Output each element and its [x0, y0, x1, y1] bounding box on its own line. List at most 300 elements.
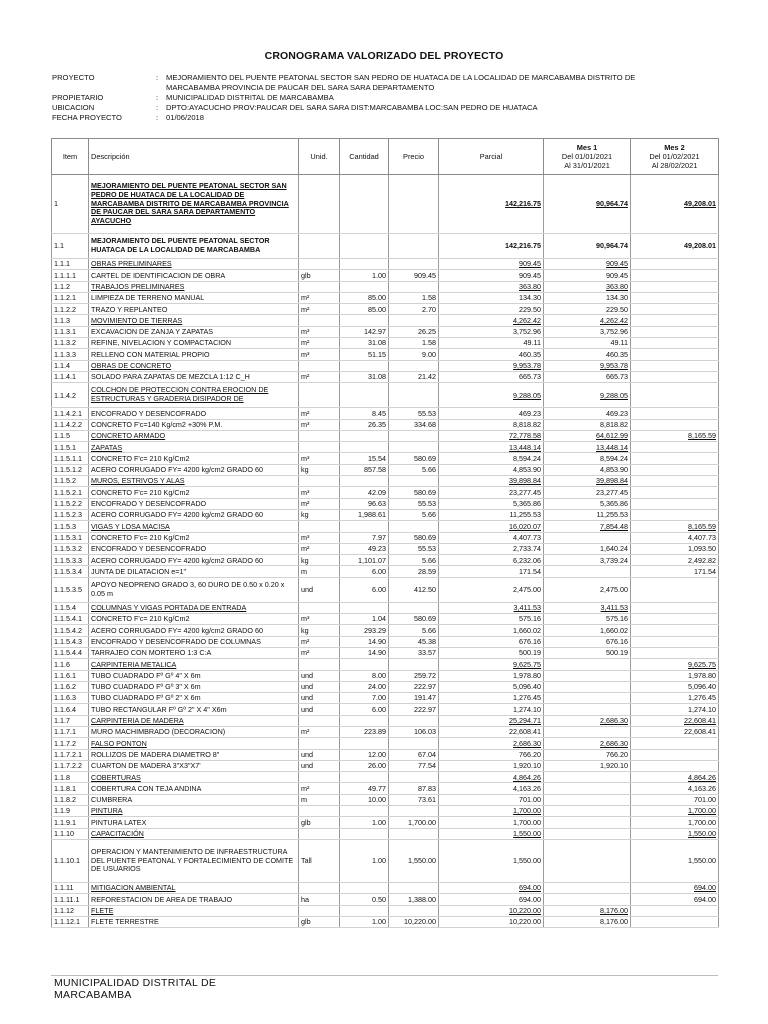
cell-month-1-text: 3,739.24 [600, 555, 628, 565]
cell-unit-text: m² [301, 372, 310, 382]
cell-quantity-text: 85.00 [368, 293, 386, 303]
cell-unit [299, 532, 340, 543]
cell-month-1-text: 64,612.99 [596, 431, 628, 441]
cell-month-1-text: 500.19 [606, 648, 628, 658]
cell-month-2 [631, 521, 719, 532]
cell-price [389, 326, 439, 337]
cell-month-2-text: 49,208.01 [684, 199, 716, 209]
cell-quantity [340, 693, 389, 704]
cell-quantity-text: 49.23 [368, 544, 386, 554]
cell-unit-text: und [301, 670, 313, 680]
cell-unit-text: m² [301, 783, 310, 793]
table-row [52, 498, 719, 509]
cell-quantity [340, 464, 389, 475]
cell-month-2 [631, 693, 719, 704]
cell-price-text: 33.57 [418, 648, 436, 658]
cell-quantity [340, 715, 389, 726]
cell-description-text: MUROS, ESTRIVOS Y ALAS [91, 476, 185, 486]
cell-unit [299, 693, 340, 704]
cell-item [52, 659, 89, 670]
cell-unit [299, 509, 340, 520]
cell-partial-text: 766.20 [519, 749, 541, 759]
cell-description [89, 304, 299, 315]
cell-price [389, 636, 439, 647]
cell-price [389, 383, 439, 408]
cell-item-text: 1.1.5.4.1 [54, 614, 82, 624]
cell-partial-text: 469.23 [519, 408, 541, 418]
cell-description [89, 498, 299, 509]
cell-item [52, 304, 89, 315]
cell-month-1 [544, 498, 631, 509]
cell-quantity [340, 543, 389, 554]
cell-partial [439, 360, 544, 371]
cell-description-text: CUMBRERA [91, 795, 133, 805]
cell-quantity [340, 647, 389, 658]
cell-month-1-text: 2,475.00 [600, 584, 628, 594]
cell-unit [299, 234, 340, 259]
cell-price-text: 5.66 [422, 625, 436, 635]
owner-value: MUNICIPALIDAD DISTRITAL DE MARCABAMBA [166, 93, 334, 102]
cell-description [89, 839, 299, 882]
cell-month-1-text: 665.73 [606, 372, 628, 382]
cell-unit [299, 670, 340, 681]
cell-unit [299, 487, 340, 498]
cell-item-text: 1.1.4.2.1 [54, 408, 82, 418]
cell-month-1 [544, 338, 631, 349]
cell-quantity-text: 26.00 [368, 761, 386, 771]
cell-price [389, 704, 439, 715]
cell-partial-text: 701.00 [519, 795, 541, 805]
location-row: UBICACION : DPTO:AYACUCHO PROV:PAUCAR DEL SARA SARA DIST:MARCABAMBA LOC:SAN PEDRO DE HUATACA [52, 103, 636, 113]
cell-price [389, 772, 439, 783]
cell-description-text: TUBO CUADRADO Fº Gº 3" X 6m [91, 682, 201, 692]
cell-month-1-text: 8,176.00 [600, 917, 628, 927]
cell-month-2 [631, 338, 719, 349]
cell-item [52, 704, 89, 715]
cell-price [389, 828, 439, 839]
cell-partial [439, 681, 544, 692]
cell-unit-text: glb [301, 270, 311, 280]
cell-month-1 [544, 894, 631, 905]
cell-partial-text: 1,700.00 [513, 806, 541, 816]
cell-month-2 [631, 360, 719, 371]
cell-partial-text: 1,550.00 [513, 856, 541, 866]
cell-month-2-text: 694.00 [694, 883, 716, 893]
table-row [52, 521, 719, 532]
cell-partial-text: 694.00 [519, 883, 541, 893]
cell-description [89, 442, 299, 453]
cell-description-text: MEJORAMIENTO DEL PUENTE PEATONAL SECTOR HUATACA DE LA LOCALIDAD DE MARCABAMBA [91, 236, 270, 254]
cell-item-text: 1.1.12.1 [54, 917, 80, 927]
cell-month-1-text: 766.20 [606, 749, 628, 759]
location-value: DPTO:AYACUCHO PROV:PAUCAR DEL SARA SARA DIST:MARCABAMBA LOC:SAN PEDRO DE HUATACA [166, 103, 538, 112]
cell-price-text: 1,550.00 [408, 856, 436, 866]
cell-month-2 [631, 419, 719, 430]
cell-item [52, 625, 89, 636]
cell-unit [299, 783, 340, 794]
cell-item-text: 1.1.11 [54, 883, 74, 893]
cell-month-2 [631, 509, 719, 520]
cell-unit-text: und [301, 761, 313, 771]
cell-month-1-text: 575.16 [606, 614, 628, 624]
cell-unit-text: kg [301, 510, 309, 520]
cell-unit-text: m² [301, 304, 310, 314]
cell-quantity-text: 857.58 [364, 465, 386, 475]
cell-quantity-text: 6.00 [372, 584, 386, 594]
cell-month-1-text: 676.16 [606, 637, 628, 646]
cell-price-text: 5.66 [422, 510, 436, 520]
cell-price-text: 5.66 [422, 555, 436, 565]
col-header-description: Descripción [89, 139, 299, 175]
cell-partial-text: 8,594.24 [513, 453, 541, 463]
cell-partial [439, 498, 544, 509]
cell-description-text: COBERTURAS [91, 772, 141, 782]
cell-quantity [340, 806, 389, 817]
cell-month-1 [544, 453, 631, 464]
cell-description-text: EXCAVACION DE ZANJA Y ZAPATAS [91, 327, 214, 337]
cell-month-2 [631, 464, 719, 475]
cell-item-text: 1.1.2.1 [54, 293, 76, 303]
cell-quantity-text: 7.97 [372, 532, 386, 542]
cell-partial [439, 304, 544, 315]
cell-quantity-text: 49.77 [368, 783, 386, 793]
cell-unit-text: m³ [301, 419, 310, 429]
date-label: FECHA PROYECTO [52, 113, 122, 122]
table-row [52, 715, 719, 726]
cell-item [52, 532, 89, 543]
cell-item-text: 1.1.7.2.1 [54, 749, 82, 759]
cell-unit [299, 419, 340, 430]
cell-month-1 [544, 476, 631, 487]
table-row [52, 760, 719, 771]
cell-unit-text: m² [301, 408, 310, 418]
col-header-price: Precio [389, 139, 439, 175]
cell-quantity [340, 772, 389, 783]
cell-item-text: 1.1.5.3.3 [54, 555, 82, 565]
table-row [52, 577, 719, 602]
cell-item [52, 442, 89, 453]
cell-price-text: 55.53 [418, 499, 436, 509]
cell-description [89, 704, 299, 715]
cell-quantity [340, 794, 389, 805]
cell-partial [439, 464, 544, 475]
cell-item-text: 1.1.2.2 [54, 304, 76, 314]
cell-partial-text: 460.35 [519, 349, 541, 359]
table-row [52, 453, 719, 464]
cell-partial-text: 1,700.00 [513, 817, 541, 827]
cell-quantity-text: 26.35 [368, 419, 386, 429]
cell-quantity-text: 1,988.61 [358, 510, 386, 520]
cell-description [89, 430, 299, 441]
cell-partial [439, 419, 544, 430]
cell-item-text: 1.1.3 [54, 315, 70, 325]
cell-month-1-text: 4,262.42 [600, 315, 628, 325]
cell-partial-text: 171.54 [519, 566, 541, 576]
cell-quantity-text: 31.08 [368, 338, 386, 348]
cell-partial-text: 25,294.71 [509, 716, 541, 726]
cell-partial-text: 1,276.45 [513, 693, 541, 703]
cell-description-text: COLUMNAS Y VIGAS PORTADA DE ENTRADA [91, 603, 247, 613]
cell-partial-text: 49.11 [523, 338, 541, 348]
cell-partial-text: 4,407.73 [513, 532, 541, 542]
cell-price [389, 234, 439, 259]
cell-item [52, 349, 89, 360]
cell-item [52, 681, 89, 692]
cell-month-1 [544, 636, 631, 647]
cell-price-text: 580.69 [414, 614, 436, 624]
cell-unit-text: und [301, 682, 313, 692]
cell-month-2-text: 22,608.41 [684, 727, 716, 737]
cell-month-1-text: 5,365.86 [600, 499, 628, 509]
cell-unit-text: Tall [301, 856, 312, 866]
cell-month-2 [631, 383, 719, 408]
cell-quantity [340, 783, 389, 794]
cell-item-text: 1.1.5.2.2 [54, 499, 82, 509]
cell-month-1 [544, 442, 631, 453]
cell-unit [299, 916, 340, 927]
cell-month-1 [544, 839, 631, 882]
cell-month-1-text: 909.45 [606, 259, 628, 269]
cell-description [89, 487, 299, 498]
cell-unit-text: m³ [301, 327, 310, 337]
cell-month-2 [631, 408, 719, 419]
cell-month-1-text: 9,953.78 [600, 361, 628, 371]
cell-quantity [340, 304, 389, 315]
cell-description [89, 259, 299, 270]
cell-price-text: 26.25 [418, 327, 436, 337]
table-row [52, 749, 719, 760]
cell-description [89, 715, 299, 726]
cell-quantity [340, 916, 389, 927]
cell-unit-text: m³ [301, 614, 310, 624]
cell-unit [299, 715, 340, 726]
cell-description [89, 659, 299, 670]
cell-month-1 [544, 772, 631, 783]
cell-unit-text: glb [301, 817, 311, 827]
cell-quantity [340, 566, 389, 577]
cell-description [89, 383, 299, 408]
cell-quantity-text: 293.29 [364, 625, 386, 635]
cell-description [89, 726, 299, 737]
cell-price [389, 625, 439, 636]
cell-description [89, 783, 299, 794]
cell-unit-text: kg [301, 465, 309, 475]
cell-price [389, 749, 439, 760]
cell-price [389, 577, 439, 602]
cell-quantity [340, 430, 389, 441]
schedule-body [52, 175, 719, 928]
table-row [52, 360, 719, 371]
cell-month-1 [544, 234, 631, 259]
cell-unit [299, 383, 340, 408]
cell-description-text: TUBO CUADRADO Fº Gº 2" X 6m [91, 693, 201, 703]
cell-item [52, 647, 89, 658]
cell-description [89, 760, 299, 771]
cell-item [52, 738, 89, 749]
cell-partial [439, 292, 544, 303]
cell-unit-text: m² [301, 499, 310, 509]
cell-month-2 [631, 806, 719, 817]
cell-partial [439, 476, 544, 487]
cell-unit [299, 175, 340, 234]
cell-month-2 [631, 636, 719, 647]
cell-item [52, 772, 89, 783]
cell-description-text: MURO MACHIMBRADO (DECORACION) [91, 727, 226, 737]
cell-partial [439, 577, 544, 602]
table-row [52, 304, 719, 315]
cell-month-1 [544, 281, 631, 292]
cell-unit [299, 543, 340, 554]
cell-partial-text: 9,288.05 [513, 390, 541, 400]
cell-price [389, 175, 439, 234]
cell-quantity-text: 31.08 [368, 372, 386, 382]
cell-description-text: ACERO CORRUGADO FY= 4200 kg/cm2 GRADO 60 [91, 625, 263, 635]
table-row [52, 828, 719, 839]
table-row [52, 326, 719, 337]
cell-unit [299, 555, 340, 566]
cell-quantity [340, 234, 389, 259]
cell-item [52, 408, 89, 419]
cell-month-1 [544, 175, 631, 234]
cell-month-1 [544, 464, 631, 475]
cell-partial-text: 16,020.07 [509, 521, 541, 531]
cell-quantity-text: 14.90 [368, 637, 386, 646]
cell-description [89, 476, 299, 487]
cell-description-text: CARPINTERIA DE MADERA [91, 716, 184, 726]
cell-price-text: 73.61 [418, 795, 436, 805]
cell-price [389, 408, 439, 419]
month-2-to: Al 28/02/2021 [651, 161, 698, 170]
cell-unit [299, 817, 340, 828]
cell-price [389, 509, 439, 520]
cell-item-text: 1.1.8.1 [54, 783, 76, 793]
cell-month-2-text: 4,407.73 [688, 532, 716, 542]
cell-price [389, 292, 439, 303]
cell-partial [439, 817, 544, 828]
cell-partial [439, 726, 544, 737]
table-row [52, 487, 719, 498]
cell-unit [299, 636, 340, 647]
cell-unit-text: ha [301, 894, 309, 904]
cell-unit [299, 259, 340, 270]
cell-price-text: 106.03 [414, 727, 436, 737]
cell-price-text: 580.69 [414, 453, 436, 463]
cell-unit [299, 521, 340, 532]
cell-description-text: PINTURA LATEX [91, 817, 147, 827]
cell-item-text: 1.1.5.4.4 [54, 648, 82, 658]
cell-partial [439, 408, 544, 419]
cell-description-text: OPERACION Y MANTENIMIENTO DE INFRAESTRUCTURA DEL PUENTE PEATONAL Y FORTALECIMIENTO DE COMITE DE USUARIOS [91, 846, 294, 874]
cell-unit [299, 828, 340, 839]
cell-quantity-text: 24.00 [368, 682, 386, 692]
cell-month-2-text: 1,978.80 [688, 670, 716, 680]
cell-quantity [340, 894, 389, 905]
cell-price [389, 532, 439, 543]
cell-quantity-text: 6.00 [372, 704, 386, 714]
cell-month-1-text: 1,640.24 [600, 544, 628, 554]
table-row [52, 315, 719, 326]
cell-month-1-text: 39,898.84 [596, 476, 628, 486]
cell-quantity-text: 6.00 [372, 566, 386, 576]
cell-month-1 [544, 647, 631, 658]
cell-quantity [340, 817, 389, 828]
cell-month-2-text: 9,625.75 [688, 659, 716, 669]
table-row [52, 916, 719, 927]
cell-unit-text: und [301, 704, 313, 714]
cell-month-2 [631, 498, 719, 509]
cell-description [89, 693, 299, 704]
cell-month-1-text: 3,752.96 [600, 327, 628, 337]
cell-unit [299, 794, 340, 805]
cell-month-2 [631, 839, 719, 882]
col-header-partial: Parcial [439, 139, 544, 175]
cell-quantity [340, 487, 389, 498]
cell-description [89, 772, 299, 783]
cell-description [89, 349, 299, 360]
cell-month-2-text: 1,550.00 [688, 829, 716, 839]
cell-partial-text: 8,818.82 [513, 419, 541, 429]
cell-item-text: 1.1.9 [54, 806, 70, 816]
cell-item [52, 905, 89, 916]
cell-month-1 [544, 259, 631, 270]
cell-quantity-text: 1.00 [372, 817, 386, 827]
cell-price [389, 281, 439, 292]
project-row: PROYECTO : MEJORAMIENTO DEL PUENTE PEATONAL SECTOR SAN PEDRO DE HUATACA DE LA LOCALIDAD DE MARCABAMBA DISTRITO DE MARCABAMBA PROVINCIA DE PAUCAR DEL SARA SARA DEPARTAMENTO [52, 73, 636, 92]
table-row [52, 894, 719, 905]
cell-item-text: 1.1.5.4.2 [54, 625, 82, 635]
cell-description [89, 625, 299, 636]
cell-month-1 [544, 905, 631, 916]
cell-month-2 [631, 614, 719, 625]
cell-description [89, 817, 299, 828]
cell-partial [439, 749, 544, 760]
cell-item-text: 1.1.5.1.1 [54, 453, 82, 463]
table-row [52, 270, 719, 281]
cell-quantity-text: 223.89 [364, 727, 386, 737]
cell-quantity [340, 315, 389, 326]
cell-price-text: 909.45 [414, 270, 436, 280]
cell-description [89, 408, 299, 419]
cell-item-text: 1.1.6 [54, 659, 70, 669]
cell-item-text: 1.1.8.2 [54, 795, 76, 805]
month-1-name: Mes 1 [576, 143, 598, 152]
cell-item [52, 430, 89, 441]
cell-quantity-text: 15.54 [368, 453, 386, 463]
cell-partial-text: 1,920.10 [513, 761, 541, 771]
cell-month-2 [631, 326, 719, 337]
cell-partial-text: 4,853.90 [513, 465, 541, 475]
cell-price [389, 349, 439, 360]
cell-item [52, 916, 89, 927]
cell-item-text: 1.1.7 [54, 716, 70, 726]
cell-description-text: CONCRETO F'c= 210 Kg/Cm2 [91, 453, 190, 463]
cell-price-text: 222.97 [414, 704, 436, 714]
cell-description-text: PINTURA [91, 806, 123, 816]
cell-unit [299, 577, 340, 602]
cell-price-text: 77.54 [418, 761, 436, 771]
cell-month-2 [631, 894, 719, 905]
cell-partial-text: 4,163.26 [513, 783, 541, 793]
cell-month-1 [544, 383, 631, 408]
cell-description [89, 360, 299, 371]
cell-unit [299, 281, 340, 292]
cell-partial [439, 521, 544, 532]
cell-quantity [340, 704, 389, 715]
table-row [52, 292, 719, 303]
cell-partial-text: 676.16 [519, 637, 541, 646]
cell-item [52, 383, 89, 408]
cell-price-text: 9.00 [422, 349, 436, 359]
